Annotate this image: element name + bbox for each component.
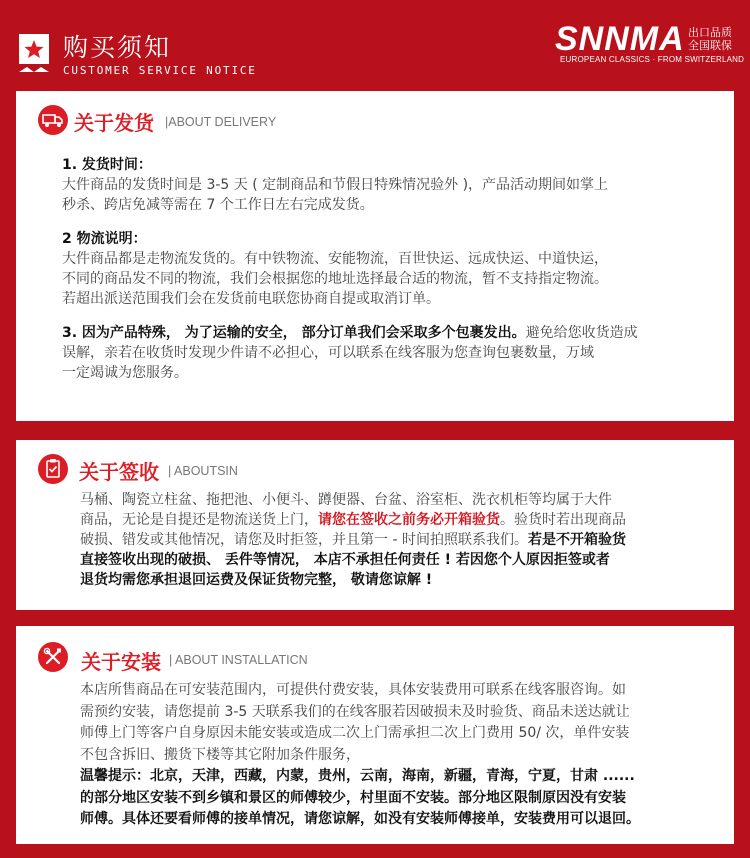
- signing-line3-bold: 若是不开箱验货: [527, 532, 626, 548]
- truck-icon: [38, 105, 68, 135]
- signing-title-en: | ABOUTSIN: [168, 464, 238, 478]
- delivery-title: 关于发货: [74, 111, 154, 135]
- install-title: 关于安装: [81, 650, 161, 674]
- signing-line2-a: 商品，无论是自提还是物流送货上门，: [80, 512, 318, 528]
- logistics-heading: 2 物流说明：: [62, 231, 147, 247]
- signing-line1: 马桶、陶瓷立柱盆、拖把池、小便斗、蹲便器、台盆、浴室柜、洗衣机柜等均属于大件: [80, 492, 612, 508]
- package-line3: 一定竭诚为您服务。: [62, 365, 188, 381]
- signing-title: 关于签收: [79, 460, 159, 484]
- brand-tag-line2: 全国联保: [688, 39, 732, 52]
- signing-paragraph: [80, 490, 626, 590]
- signing-line3-a: 破损、错发或其他情况，请您及时拒签，并且第一 - 时间拍照联系我们。: [80, 532, 528, 548]
- install-line1: 本店所售商品在可安装范围内，可提供付费安装，具体安装费用可联系在线客服咨询。如: [80, 682, 626, 698]
- signing-line3: [80, 530, 626, 550]
- logistics-line3: 若超出派送范围我们会在发货前电联您协商自提或取消订单。: [62, 291, 440, 307]
- logistics-paragraph: [62, 229, 608, 309]
- install-line3: 师傅上门等客户自身原因未能安装或造成二次上门需承担二次上门费用 50/ 次，单件安装: [80, 725, 630, 741]
- package-line2: 误解，亲若在收货时发现少件请不必担心，可以联系在线客服为您查询包裹数量，万域: [62, 345, 594, 361]
- install-line4: 不包含拆旧、搬货下楼等其它附加条件服务，: [80, 746, 360, 763]
- page-title: 购买须知: [63, 33, 172, 62]
- install-paragraph: [80, 680, 640, 831]
- install-line6: 的部分地区安装不到乡镇和景区的师傅较少，村里面不安装。部分地区限制原因没有安装: [80, 789, 626, 806]
- signing-card: [16, 440, 734, 610]
- brand-tag: [688, 26, 732, 52]
- package-bold: 3. 因为产品特殊， 为了运输的安全， 部分订单我们会采取多个包裹发出。: [62, 325, 526, 341]
- signing-line2-red: 请您在签收之前务必开箱验货: [318, 512, 500, 528]
- logistics-line1: 大件商品都是走物流发货的。有中铁物流、安能物流，百世快运、远成快运、中道快运，: [62, 251, 608, 267]
- page-subtitle: CUSTOMER SERVICE NOTICE: [63, 64, 257, 77]
- install-line5: 温馨提示：北京，天津，西藏，内蒙，贵州，云南，海南，新疆，青海，宁夏，甘肃 ......: [80, 768, 635, 784]
- install-line7: 师傅。具体还要看师傅的接单情况，请您谅解，如没有安装师傅接单，安装费用可以退回。: [80, 811, 640, 827]
- clipboard-check-icon: [38, 454, 68, 484]
- delivery-time-heading: 1. 发货时间：: [62, 157, 152, 173]
- signing-line2: [80, 510, 626, 530]
- delivery-time-paragraph: [62, 155, 608, 215]
- install-title-en: | ABOUT INSTALLATICN: [169, 653, 308, 667]
- delivery-time-line1: 大件商品的发货时间是 3-5 天 ( 定制商品和节假日特殊情况验外 )，产品活动期间如掌上: [62, 177, 609, 193]
- signing-line2-b: 。验货时若出现商品: [500, 512, 626, 528]
- delivery-time-line2: 秒杀、跨店免减等需在 7 个工作日左右完成发货。: [62, 197, 374, 213]
- brand-logo: SNNMA: [555, 20, 685, 58]
- package-paragraph: [62, 323, 638, 383]
- notice-header: [0, 0, 750, 88]
- install-card: [16, 626, 734, 844]
- star-badge-icon: [19, 34, 49, 72]
- package-line1: [62, 323, 638, 343]
- delivery-card: [16, 91, 734, 421]
- package-line1-rest: 避免给您收货造成: [525, 325, 638, 341]
- delivery-title-en: |ABOUT DELIVERY: [165, 115, 277, 129]
- brand-slogan: EUROPEAN CLASSICS · FROM SWITZERLAND: [560, 55, 745, 64]
- logistics-line2: 不同的商品发不同的物流，我们会根据您的地址选择最合适的物流，暂不支持指定物流。: [62, 271, 608, 287]
- brand-tag-line1: 出口品质: [688, 26, 732, 39]
- install-line2: 需预约安装，请您提前 3-5 天联系我们的在线客服若因破损未及时验货、商品未送达就让: [80, 703, 630, 720]
- signing-line5: 退货均需您承担退回运费及保证货物完整， 敬请您谅解 !: [80, 572, 433, 588]
- signing-line4: 直接签收出现的破损、 丢件等情况， 本店不承担任何责任 ! 若因您个人原因拒签或者: [80, 552, 610, 568]
- tools-icon: [38, 642, 68, 672]
